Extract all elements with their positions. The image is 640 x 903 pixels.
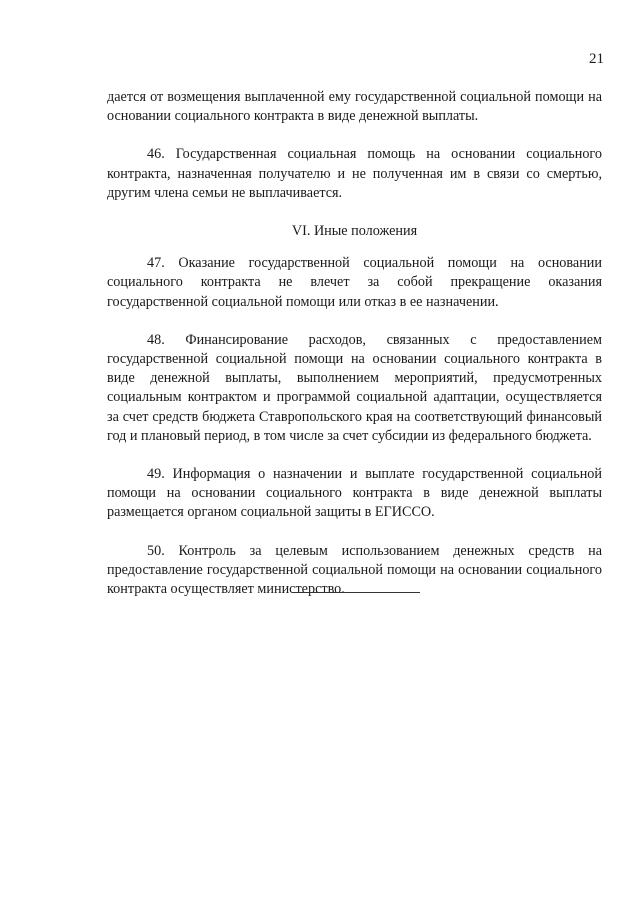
paragraph-50: 50. Контроль за целевым использованием денежных средств на предоставление государственной социальной помощи на основании социального контракта осуществляет министерство.: [107, 542, 602, 598]
paragraph-47: 47. Оказание государственной социальной помощи на основании социального контракта не влечет за собой прекращение оказания государственной социальной помощи или отказ в ее назначении.: [107, 255, 602, 310]
paragraph-48: 48. Финансирование расходов, связанных с предоставлением государственной социальной помощи на основании социального контракта в виде денежной выплаты, выполнением мероприятий, предусмотренных социальным контрактом и программой социальной адаптации, осуществляется за счет средств бюджета Ставропольского края на соответствующий финансовый год и плановый период, в том числе за счет субсидии из федерального бюджета.: [107, 331, 602, 444]
paragraph-49: 49. Информация о назначении и выплате государственной социальной помощи на основании социального контракта в виде денежной выплаты размещается органом социальной защиты в ЕГИССО.: [107, 466, 602, 521]
document-body: [107, 88, 602, 618]
page-number: 21: [589, 51, 604, 67]
paragraph-46: 46. Государственная социальная помощь на основании социального контракта, назначенная получателю и не полученная им в связи со смертью, другим члена семьи не выплачивается.: [107, 146, 602, 201]
section-heading: VI. Иные положения: [291, 223, 418, 240]
paragraph-continuation: дается от возмещения выплаченной ему государственной социальной помощи на основании социального контракта в виде денежной выплаты.: [107, 89, 602, 125]
end-separator-line: [292, 592, 420, 593]
